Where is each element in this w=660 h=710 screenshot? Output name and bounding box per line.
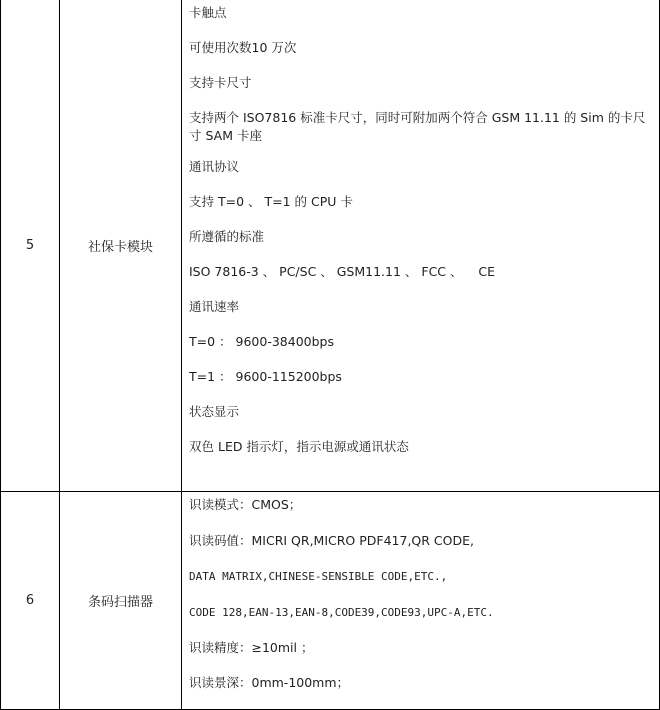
spec-line: CODE 128,EAN-13,EAN-8,CODE39,CODE93,UPC-A,ETC. [189, 606, 494, 619]
row-number: 5 [1, 0, 60, 492]
spec-line: 卡触点 [189, 5, 227, 20]
spec-line: 识读精度：≥10mil ； [189, 640, 314, 655]
spec-line: DATA MATRIX,CHINESE-SENSIBLE CODE,ETC., [189, 570, 448, 583]
spec-line: 识读景深：0mm-100mm； [189, 675, 350, 690]
module-spec-cell [182, 492, 660, 710]
spec-line: 支持卡尺寸 [189, 75, 252, 90]
spec-line: T=0 ： 9600-38400bps [189, 334, 334, 349]
spec-line: 支持两个 ISO7816 标准卡尺寸，同时可附加两个符合 GSM 11.11 的 Sim 的卡尺寸 SAM 卡座 [189, 110, 646, 143]
row-number: 6 [1, 492, 60, 710]
spec-line: 识读码值：MICRI QR,MICRO PDF417,QR CODE, [189, 533, 474, 548]
spec-line: 所遵循的标准 [189, 229, 265, 244]
spec-line: 状态显示 [189, 404, 240, 419]
spec-line: 支持 T=0 、 T=1 的 CPU 卡 [189, 194, 353, 209]
module-spec-cell [182, 0, 660, 492]
spec-line: ISO 7816-3 、 PC/SC 、 GSM11.11 、 FCC 、 CE [189, 264, 496, 279]
spec-line: T=1 ： 9600-115200bps [189, 369, 342, 384]
spec-line: 通讯协议 [189, 159, 240, 174]
spec-line: 通讯速率 [189, 299, 240, 314]
spec-line: 双色 LED 指示灯，指示电源或通讯状态 [189, 439, 409, 454]
module-name: 社保卡模块 [60, 0, 182, 492]
table-row [1, 0, 660, 492]
spec-line: 可使用次数10 万次 [189, 40, 297, 55]
table-row [1, 492, 660, 710]
module-name: 条码扫描器 [60, 492, 182, 710]
spec-line: 识读模式：CMOS； [189, 497, 302, 512]
